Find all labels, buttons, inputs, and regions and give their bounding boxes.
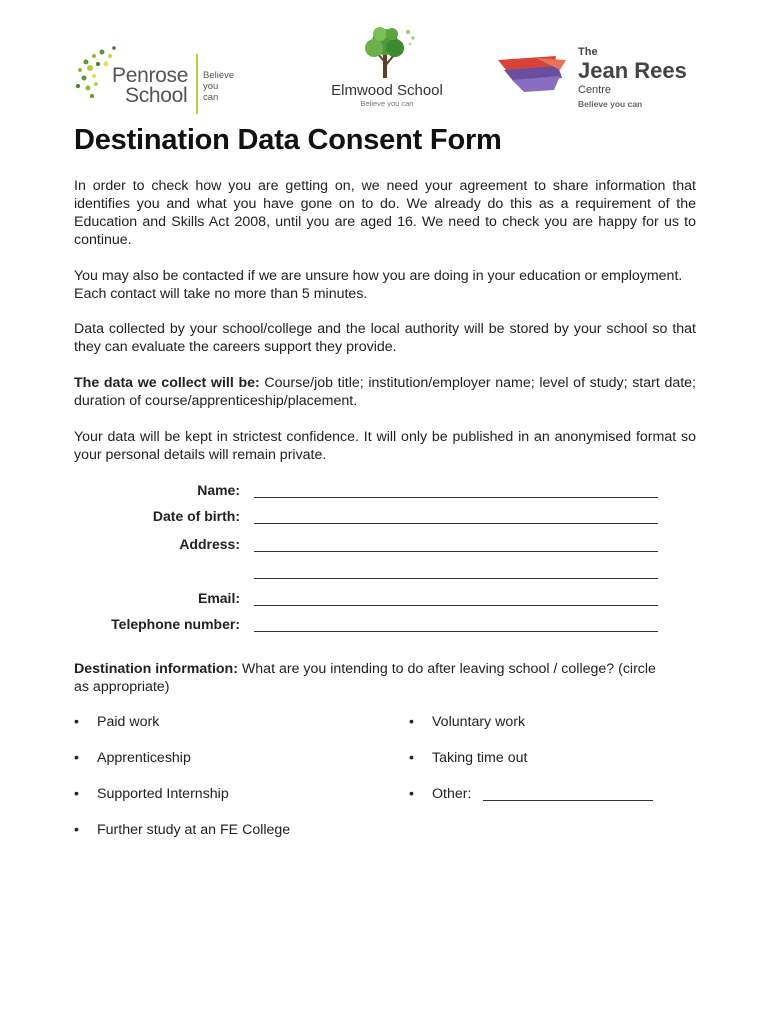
bullet-icon: •: [409, 714, 414, 730]
destination-information: [74, 660, 674, 696]
elmwood-school-logo: [322, 22, 452, 122]
other-input-line[interactable]: [483, 800, 653, 801]
name-input-line[interactable]: [254, 497, 658, 498]
option-label: Voluntary work: [432, 714, 526, 730]
bullet-icon: •: [74, 714, 79, 730]
option-label: Further study at an FE College: [97, 822, 291, 838]
bullet-icon: •: [409, 786, 414, 802]
intro-paragraph: In order to check how you are getting on, we need your agreement to share information that identifies you and what you have gone on to do. We already do this as a requirement of the Education and Skills Act 2008, until you are aged 16. We need to check you are happy for us to continue.: [74, 178, 696, 248]
destination-heading: Destination information:: [74, 661, 238, 677]
email-input-line[interactable]: [254, 605, 658, 606]
option-label: Supported Internship: [97, 786, 229, 802]
address-label: Address:: [179, 536, 240, 552]
dob-input-line[interactable]: [254, 523, 658, 524]
header-logos: [0, 20, 770, 120]
penrose-tagline: Believe you can: [203, 70, 235, 103]
penrose-name-line1: Penrose: [112, 64, 189, 87]
telephone-label: Telephone number:: [111, 616, 240, 632]
jean-rees-mark-icon: [496, 54, 568, 94]
email-label: Email:: [197, 590, 240, 606]
bullet-icon: •: [409, 750, 414, 766]
jean-rees-centre-logo: [496, 46, 696, 126]
option-label: Other:: [432, 786, 472, 802]
penrose-school-logo: [72, 42, 252, 122]
data-collected-paragraph: [74, 374, 696, 410]
option-label: Apprenticeship: [97, 750, 191, 766]
data-collected-text: Course/job title; institution/employer name; level of study; start date; duration of course/apprenticeship/placement.: [74, 375, 696, 409]
jean-rees-tagline: Believe you can: [578, 99, 643, 109]
penrose-name-line2: School: [125, 84, 188, 107]
name-field: [74, 482, 674, 502]
elmwood-name: Elmwood School: [331, 82, 443, 99]
confidentiality-paragraph: Your data will be kept in strictest confidence. It will only be published in an anonymised format so your personal details will remain private.: [74, 429, 696, 463]
penrose-divider: [196, 54, 198, 114]
option-label: Taking time out: [432, 750, 528, 766]
email-field: [74, 590, 674, 610]
address-field-line2: [74, 563, 674, 583]
address-input-line[interactable]: [254, 551, 658, 552]
option-label: Paid work: [97, 714, 160, 730]
jean-rees-name: Jean Rees: [578, 58, 687, 83]
jean-rees-centre: Centre: [578, 84, 612, 96]
page-title: Destination Data Consent Form: [74, 124, 502, 156]
address-field: [74, 536, 674, 556]
name-label: Name:: [197, 482, 240, 498]
data-collected-heading: The data we collect will be:: [74, 375, 260, 391]
contact-paragraph: You may also be contacted if we are unsure how you are doing in your education or employment. Each contact will take no more than 5 minutes.: [74, 268, 683, 302]
bullet-icon: •: [74, 822, 79, 838]
telephone-input-line[interactable]: [254, 631, 658, 632]
elmwood-tagline: Believe you can: [360, 99, 414, 108]
telephone-field: [74, 616, 674, 636]
dob-field: [74, 508, 674, 528]
destination-question: What are you intending to do after leaving school / college? (circle as appropriate): [74, 661, 656, 695]
bullet-icon: •: [74, 750, 79, 766]
address-input-line-2[interactable]: [254, 578, 658, 579]
dob-label: Date of birth:: [152, 508, 240, 524]
bullet-icon: •: [74, 786, 79, 802]
storage-paragraph: Data collected by your school/college and the local authority will be stored by your school so that they can evaluate the careers support they provide.: [74, 321, 696, 355]
tree-icon: [352, 22, 422, 80]
jean-rees-the: The: [578, 46, 598, 58]
